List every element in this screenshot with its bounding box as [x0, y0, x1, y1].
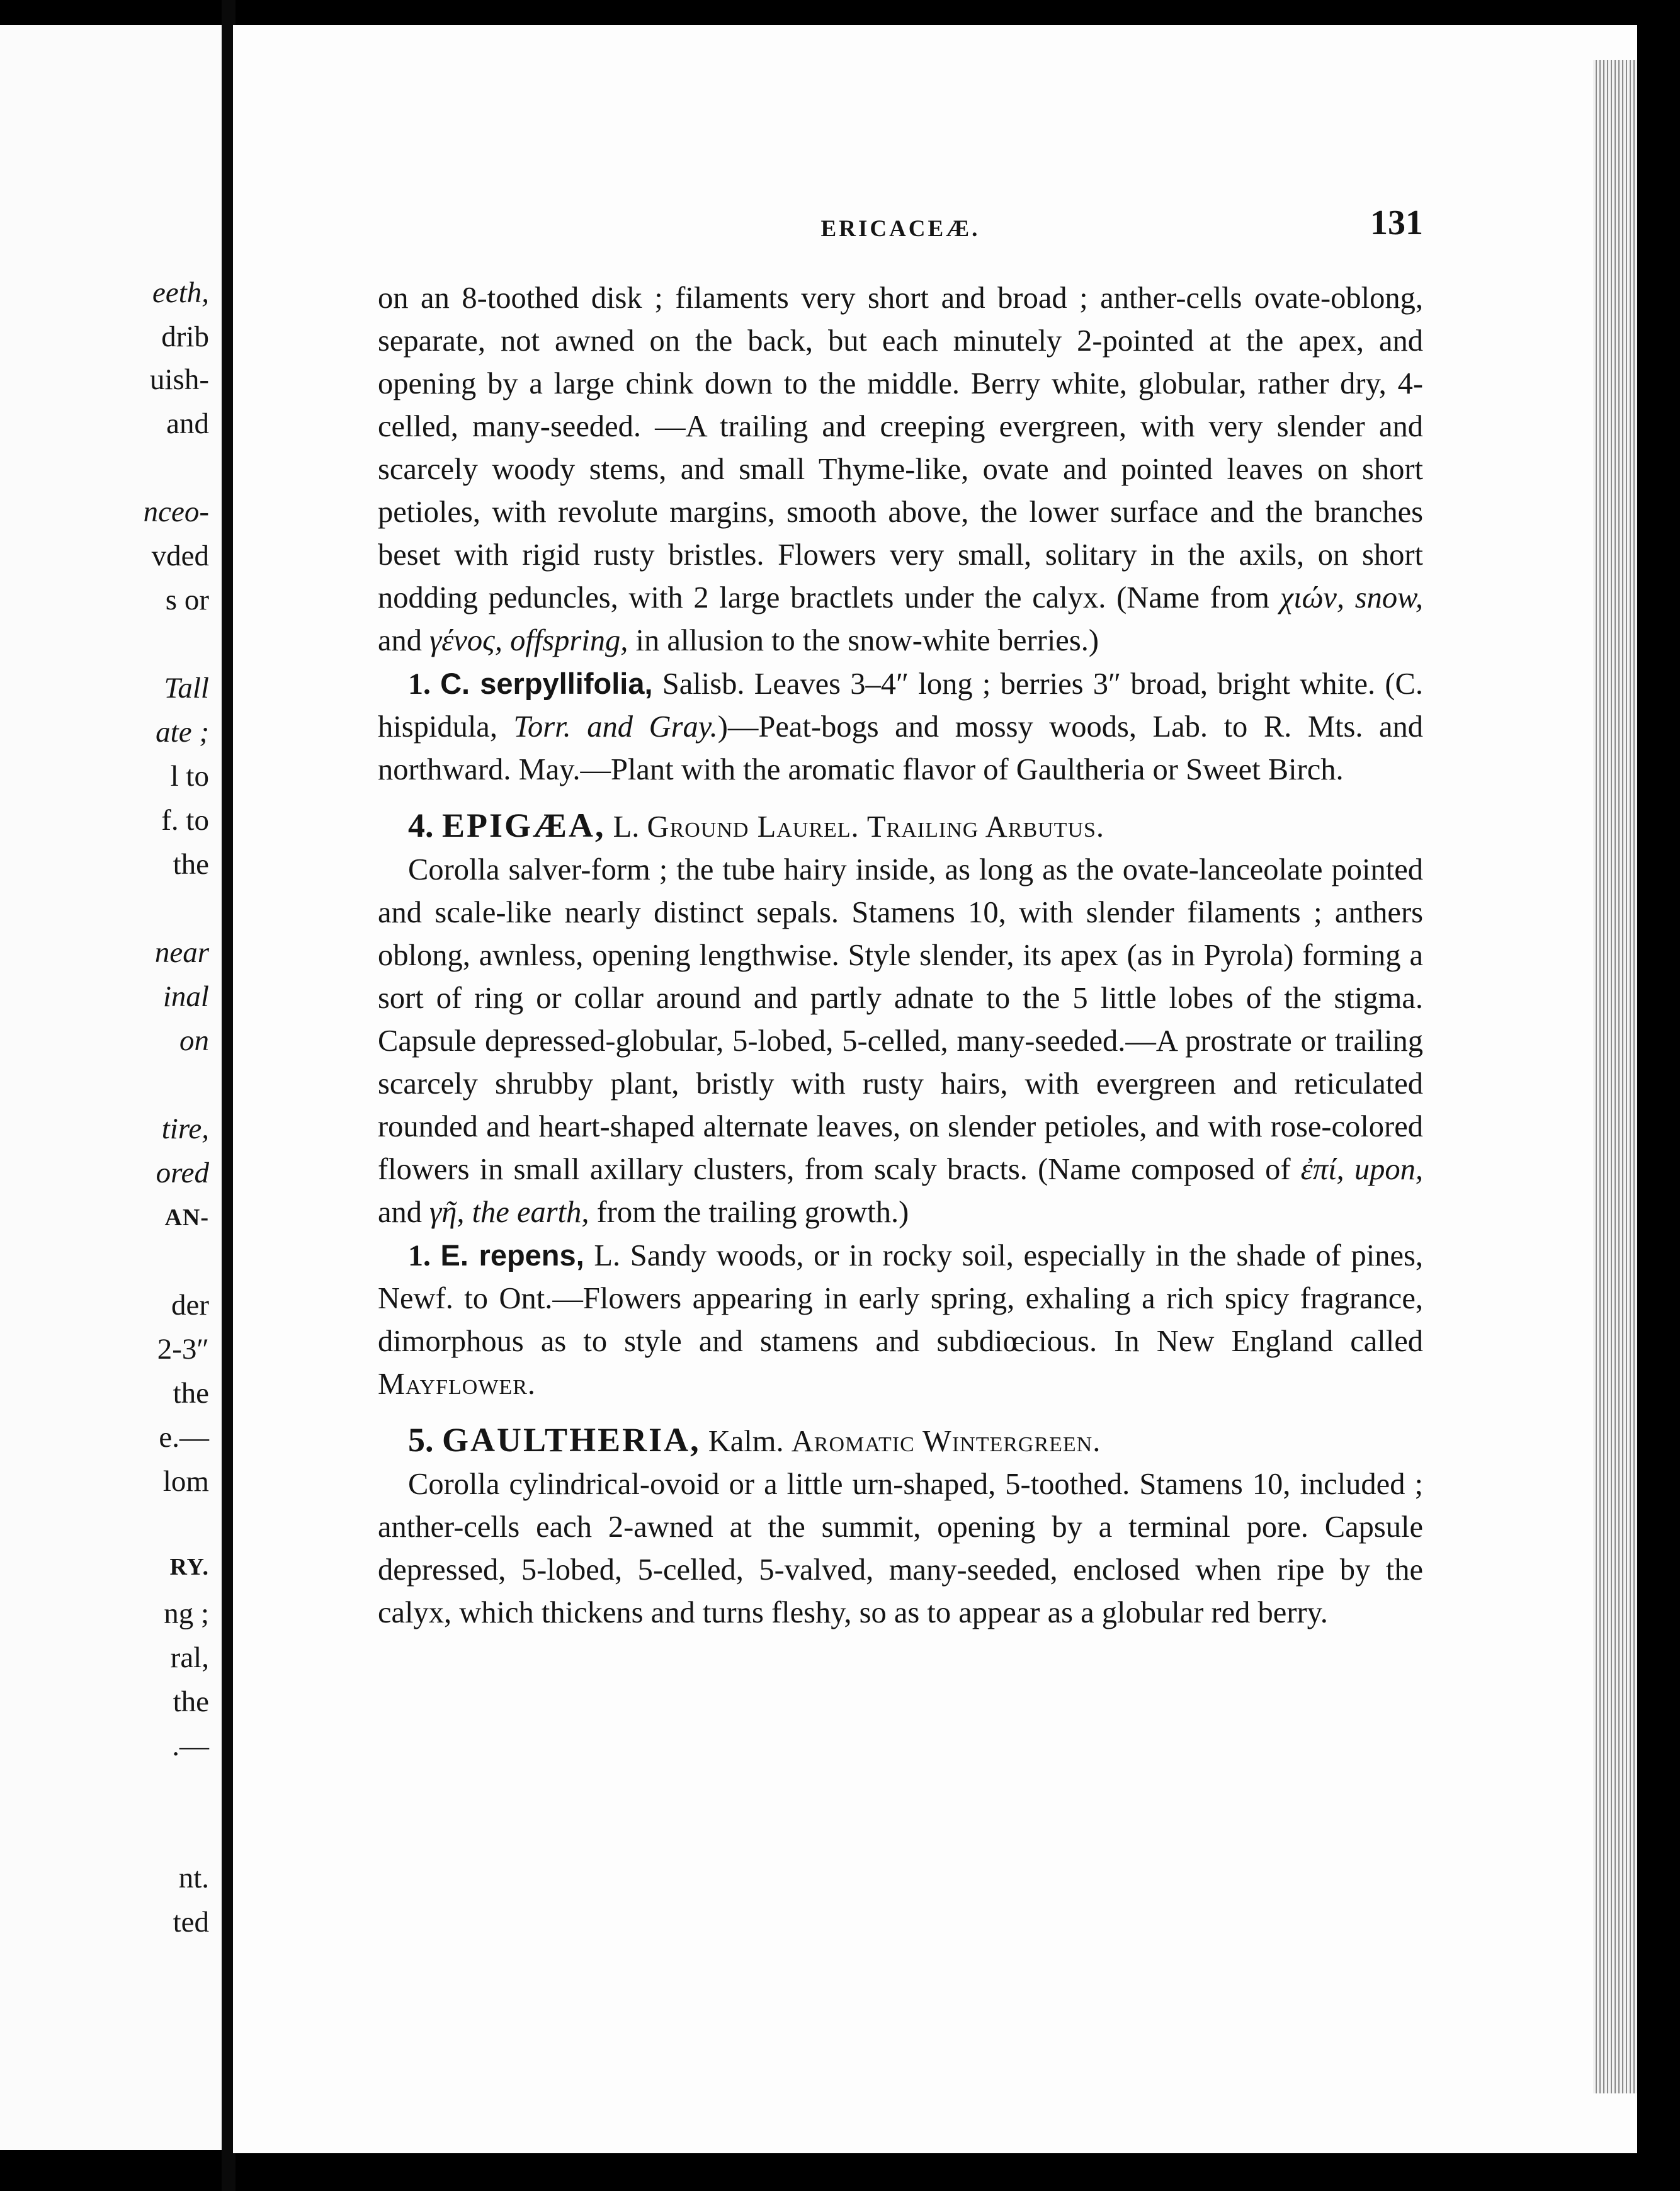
text-run: Corolla salver-form ; the tube hairy inside, as long as the ovate-lanceolate pointed and scale-like nearly distinct sepals. Stamens 10, with slender filaments ; anthers oblong, awnless, opening lengthwise. Style slender, its apex (as in Pyrola) forming a sort of ring or collar around and partly adnate to the 5 little lobes of the stigma. Capsule depressed-globular, 5-lobed, 5-celled, many-seeded.—A prostrate or trailing scarcely shrubby plant, bristly with rusty hairs, with evergreen and reticulated rounded and heart-shaped alternate leaves, on slender petioles, and with rose-colored flowers in small axillary clusters, from scaly bracts. (Name composed of	[378, 853, 1423, 1186]
left-margin-fragment: near	[154, 936, 209, 969]
left-margin-fragment: drib	[161, 320, 209, 353]
species-number: 1.	[408, 667, 441, 701]
running-head: ERICACEÆ.	[820, 216, 980, 242]
species-entry-serpyllifolia	[378, 662, 1423, 791]
left-margin-fragment: the	[173, 1685, 209, 1718]
species-entry-repens	[378, 1234, 1423, 1406]
common-name: Mayflower.	[378, 1367, 536, 1401]
genus-author: L.	[605, 810, 647, 844]
paragraph-epigaea-description	[378, 849, 1423, 1234]
text-run: offspring,	[502, 624, 628, 657]
text-run: L. Sandy woods, or in rocky soil, especially in the shade of pines, Newf. to Ont.—Flowers appearing in early spring, exhaling a rich spicy fragrance, dimorphous as to style and stamens and subdiœcious. In New England called	[378, 1239, 1423, 1358]
author-citation: Torr. and Gray.	[513, 710, 718, 744]
species-number: 1.	[408, 1239, 441, 1272]
left-margin-fragment: and	[166, 407, 209, 440]
genus-number: 5.	[408, 1421, 442, 1459]
greek-word: ἐπί,	[1300, 1153, 1344, 1186]
genus-name: GAULTHERIA,	[442, 1421, 701, 1459]
genus-author: Kalm.	[700, 1425, 792, 1458]
left-margin-fragment: nceo-	[143, 495, 209, 528]
common-name: Ground Laurel. Trailing Arbutus.	[647, 810, 1105, 844]
left-margin-fragment: the	[173, 848, 209, 881]
left-margin-fragment: the	[173, 1377, 209, 1410]
left-margin-fragment: ng ;	[164, 1597, 209, 1630]
page-content	[378, 203, 1424, 1634]
left-margin-fragment: e.—	[159, 1421, 209, 1454]
greek-word: γῆ,	[429, 1196, 465, 1229]
left-margin-fragment: .—	[172, 1730, 209, 1762]
text-run: on an 8-toothed disk ; filaments very short and broad ; anther-cells ovate-oblong, separate, not awned on the back, but each minutely 2-pointed at the apex, and opening by a large chink down to the middle. Berry white, globular, rather dry, 4-celled, many-seeded. —A trailing and creeping evergreen, with very slender and scarcely woody stems, and small Thyme-like, ovate and pointed leaves on short petioles, with revolute margins, smooth above, the lower surface and the branches beset with rigid rusty bristles. Flowers very small, solitary in the axils, on short nodding peduncles, with 2 large bractlets under the calyx. (Name from	[378, 281, 1423, 614]
text-run: Salisb. Leaves 3–4″ long ; berries 3″ broad, bright white. (C. hispidula,	[378, 667, 1424, 744]
left-margin-fragment: l to	[170, 760, 209, 793]
left-margin-fragment: uish-	[150, 363, 209, 396]
left-margin-fragment: inal	[162, 980, 209, 1013]
left-margin-fragment: on	[179, 1024, 209, 1057]
text-run: from the trailing growth.)	[589, 1196, 909, 1229]
left-margin-fragment: ored	[156, 1157, 209, 1189]
greek-word: χιών,	[1280, 581, 1345, 614]
paragraph-gaultheria-description: Corolla cylindrical-ovoid or a little urn-shaped, 5-toothed. Stamens 10, included ; anther-cells each 2-awned at the summit, opening by a terminal pore. Capsule depressed, 5-lobed, 5-celled, 5-valved, many-seeded, enclosed when ripe by the calyx, which thickens and turns fleshy, so as to appear as a globular red berry.	[378, 1468, 1423, 1629]
left-margin-fragment: nt.	[178, 1862, 209, 1894]
text-run: )—Peat-bogs and mossy woods, Lab. to R. Mts. and northward. May.—Plant with the aromatic flavor of Gaultheria or Sweet Birch.	[378, 710, 1423, 786]
left-facing-page	[0, 25, 223, 2150]
left-margin-fragment: ral,	[170, 1641, 209, 1674]
paragraph-chiogenes-continued	[378, 277, 1423, 662]
left-margin-fragment: vded	[151, 540, 209, 572]
left-margin-fragment: 2-3″	[157, 1333, 209, 1366]
left-margin-fragment: RY.	[169, 1554, 209, 1580]
left-margin-fragment: ted	[173, 1906, 209, 1939]
page-header	[378, 203, 1423, 277]
genus-name: EPIGÆA,	[442, 807, 606, 844]
species-name: E. repens,	[440, 1238, 584, 1272]
left-margin-fragment: ate ;	[156, 716, 209, 749]
genus-heading-epigaea	[378, 804, 1423, 849]
text-run: and	[378, 624, 430, 657]
left-margin-fragment: eeth,	[152, 276, 209, 309]
left-margin-fragment: s or	[165, 584, 209, 616]
text-run: the earth,	[464, 1196, 589, 1229]
genus-heading-gaultheria	[378, 1418, 1423, 1463]
page-edges	[1593, 60, 1637, 2093]
text-run: upon,	[1344, 1153, 1424, 1186]
genus-number: 4.	[408, 807, 442, 844]
species-name: C. serpyllifolia,	[440, 667, 653, 700]
left-margin-fragment: der	[171, 1289, 209, 1322]
text-run: in allusion to the snow-white berries.)	[628, 624, 1099, 657]
left-margin-fragment: AN-	[164, 1204, 209, 1231]
page-number: 131	[1370, 203, 1423, 242]
text-run: and	[378, 1196, 430, 1229]
left-margin-fragment: f. to	[161, 804, 209, 837]
text-run: snow,	[1344, 581, 1424, 614]
greek-word: γένος,	[429, 624, 502, 657]
left-margin-fragment: lom	[162, 1465, 209, 1498]
left-margin-fragment: Tall	[164, 672, 209, 705]
left-margin-fragment: tire,	[161, 1112, 209, 1145]
common-name: Aromatic Wintergreen.	[791, 1425, 1101, 1458]
